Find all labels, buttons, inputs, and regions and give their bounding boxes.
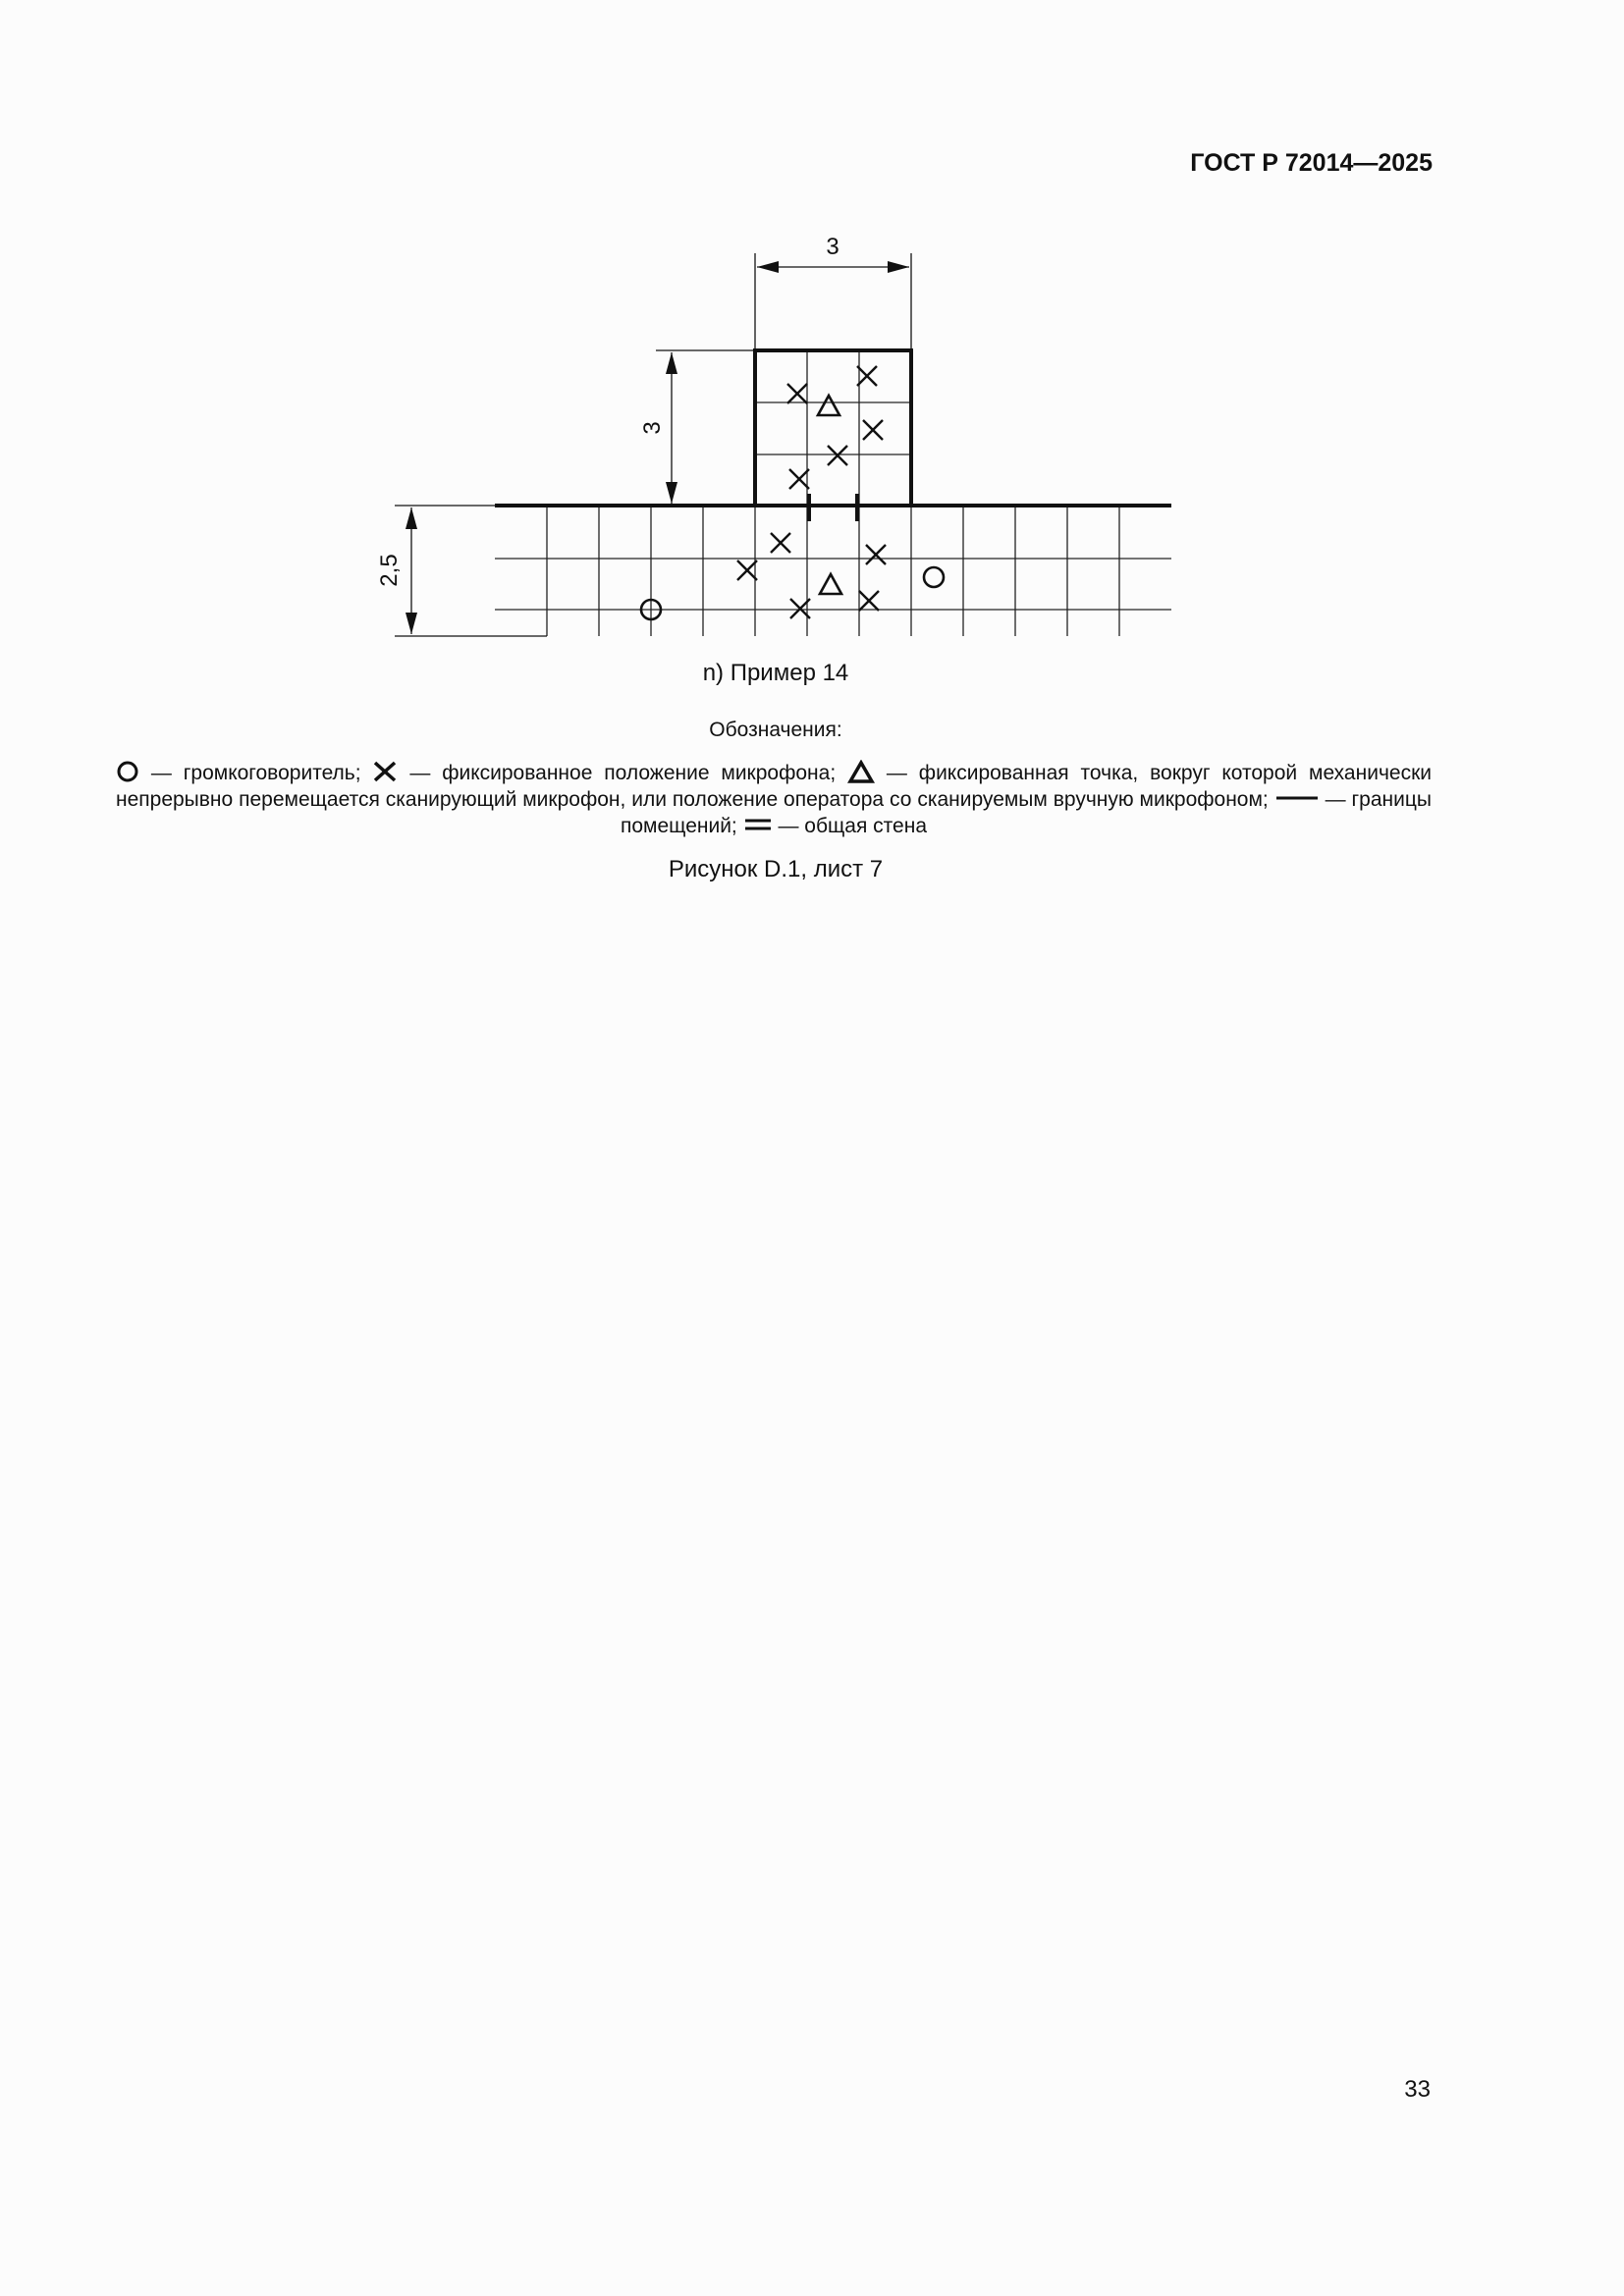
legend-fixed-mic: — фиксированное положение микрофона; [409,762,837,784]
common-wall-symbol-icon [743,813,773,836]
scan-point-symbol-icon [847,760,875,783]
fixed-mic-icon [863,420,883,440]
fixed-mic-icon [771,533,790,553]
loudspeaker-icon [924,567,944,587]
scan-point-markers [818,396,841,594]
loudspeaker-symbol-icon [116,760,139,783]
legend-scan-point: — фиксированная точка, вокруг которой механически непрерывно перемещается сканирующий микрофон, или положение оператора со сканируемым вручную микрофоном; [116,762,1432,811]
legend [116,760,1432,839]
scan-point-icon [818,396,839,415]
legend-title: Обозначения: [709,719,842,741]
legend-loudspeaker: — громкоговоритель; [150,762,361,784]
fixed-mic-icon [857,366,877,386]
dimension-left-lower-label: 2,5 [376,554,403,587]
dimension-top-label: 3 [826,234,839,260]
fixed-mic-icon [828,446,847,465]
fixed-mic-icon [737,561,757,580]
legend-common-wall: — общая стена [778,815,927,837]
fixed-mic-symbol-icon [372,760,398,783]
fixed-mic-icon [859,591,879,611]
upper-room-grid [755,350,911,506]
room-boundary-symbol-icon [1274,786,1320,810]
fixed-mic-markers [737,366,886,618]
fixed-mic-icon [866,545,886,564]
page-number: 33 [1404,2076,1431,2103]
room-layout-diagram [0,0,1624,687]
example-caption: n) Пример 14 [702,660,849,686]
fixed-mic-icon [789,469,809,489]
upper-room-boundary [755,350,911,506]
legend-room-bounds: — границы помещений; [620,788,1432,837]
document-id: ГОСТ Р 72014—2025 [1190,149,1433,177]
fixed-mic-icon [787,384,807,403]
scan-point-icon [820,574,841,594]
lower-room-grid [495,506,1171,636]
figure-caption: Рисунок D.1, лист 7 [668,856,884,882]
loudspeaker-markers [641,567,944,619]
dimension-left-upper-label: 3 [639,421,666,435]
